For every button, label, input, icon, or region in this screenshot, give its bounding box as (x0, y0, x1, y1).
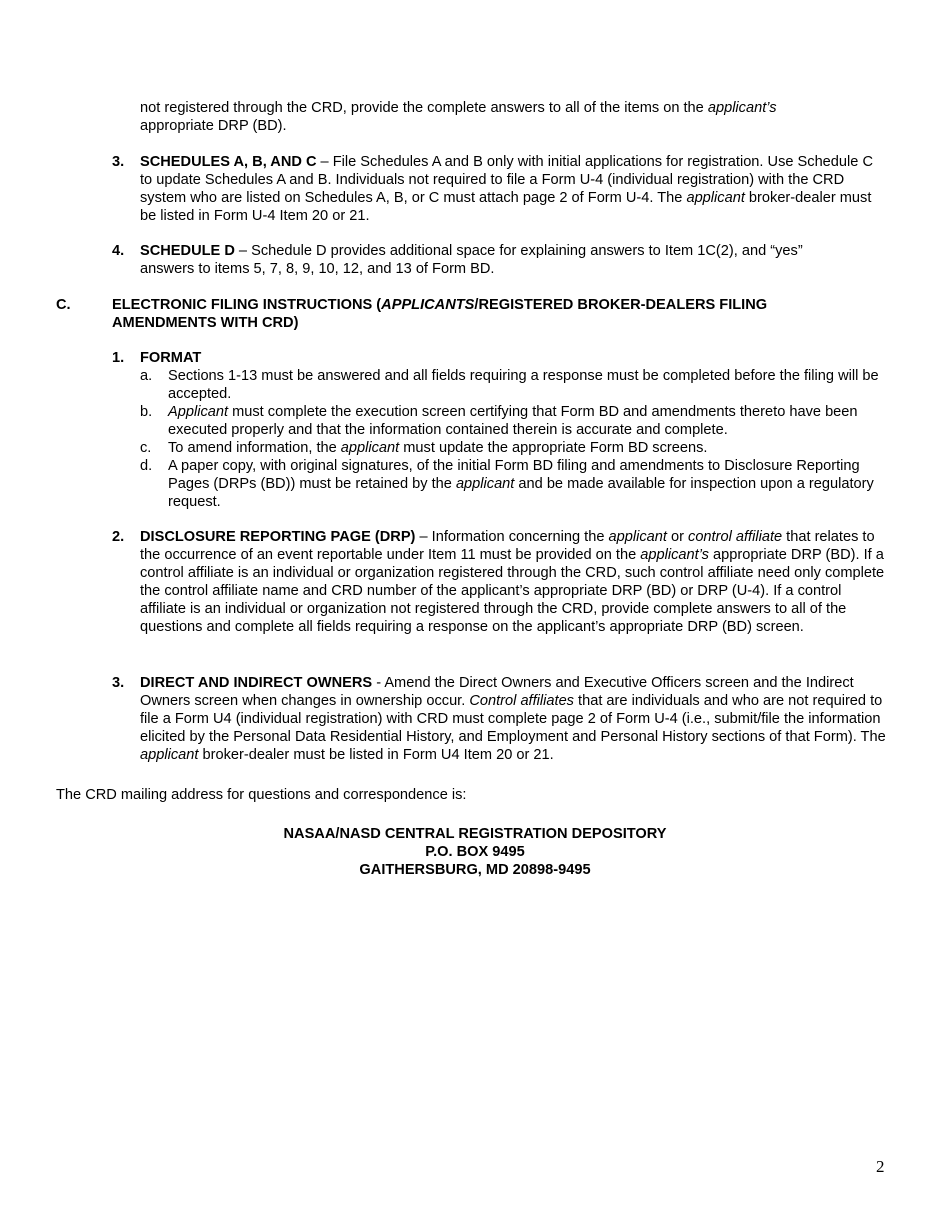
c3-text-1: - Amend the Direct Owners and Executive Officers screen and the Indirect Owners screen when changes in ownership occur. (140, 675, 854, 709)
item-4-schedule-d (140, 242, 860, 278)
page-number: 2 (876, 1157, 885, 1176)
c2-disclosure-reporting-page (140, 528, 885, 636)
item-3-number: 3. (112, 154, 125, 170)
c1-item-c (140, 439, 885, 457)
mailing-address (0, 825, 950, 879)
c2-text-2: or (666, 529, 689, 545)
address-line-3: GAITHERSBURG, MD 20898-9495 (359, 862, 591, 878)
c1-heading: FORMAT (140, 350, 202, 366)
item-3-text: – File Schedules A and B only with initial applications for registration. Use Schedule C to update Schedules A and B. Individuals not required to file a Form U-4 (individual registration) with the CRD system who are listed on Schedules A, B, or C must attach page 2 of Form U-4. The (140, 154, 873, 206)
c1-item-b (140, 403, 885, 439)
continuation-paragraph (140, 99, 885, 135)
c3-italic-1: Control affiliates (469, 693, 574, 709)
c1-c-label: c. (140, 440, 152, 456)
c1-a-label: a. (140, 368, 153, 384)
c1-item-a (140, 367, 885, 403)
c2-text-3: that relates to the occurrence of an event reportable under Item 11 must be provided on the (140, 529, 875, 563)
item-3-schedules-abc (140, 153, 888, 225)
section-c-text: ELECTRONIC FILING INSTRUCTIONS ( (112, 297, 382, 313)
section-c-text-end: /REGISTERED BROKER-DEALERS FILING AMENDMENTS WITH CRD) (112, 297, 768, 331)
section-c-italic: APPLICANTS (381, 297, 475, 313)
address-line-2: P.O. BOX 9495 (425, 844, 525, 860)
cont-italic: applicant’s (707, 100, 777, 116)
mailing-intro: The CRD mailing address for questions and correspondence is: (56, 787, 467, 803)
c1-item-d (140, 457, 885, 511)
c3-direct-indirect-owners (140, 674, 888, 764)
cont-text-1: not registered through the CRD, provide the complete answers to all of the items on the (140, 100, 708, 116)
c1-d-text-end: and be made available for inspection upon a regulatory request. (168, 476, 874, 510)
item-3-heading: SCHEDULES A, B, AND C (140, 154, 317, 170)
address-line-1: NASAA/NASD CENTRAL REGISTRATION DEPOSITORY (283, 826, 667, 842)
c3-heading: DIRECT AND INDIRECT OWNERS (140, 675, 373, 691)
c2-text-4: appropriate DRP (BD). If a control affiliate is an individual or organization registered through the CRD, such control affiliate need only complete the control affiliate name and CRD number of the applicant’s appropriate DRP (BD) or DRP (U-4). If a control affiliate is an individual or organization not registered through the CRD, provide complete answers to all of the questions and complete all fields requiring a response on the applicant’s appropriate DRP (BD) screen. (140, 547, 885, 635)
c2-italic-2: control affiliate (688, 529, 783, 545)
c2-heading: DISCLOSURE REPORTING PAGE (DRP) (140, 529, 416, 545)
c1-c-text: To amend information, the (168, 440, 341, 456)
item-4-heading: SCHEDULE D (140, 243, 235, 259)
c3-text-2: that are individuals and who are not required to file a Form U4 (individual registration) with CRD must complete page 2 of Form U-4 (i.e., submit/file the information elicited by the Personal Data Residential History, and Employment and Personal History sections of that Form). The (140, 693, 886, 745)
c1-number: 1. (112, 350, 125, 366)
c2-text-1: – Information concerning the (415, 529, 609, 545)
item-4-text: – Schedule D provides additional space for explaining answers to Item 1C(2), and “yes” answers to items 5, 7, 8, 9, 10, 12, and 13 of Form BD. (140, 243, 803, 277)
c1-b-italic: Applicant (168, 404, 229, 420)
c1-b-label: b. (140, 404, 153, 420)
item-3-text-end: broker-dealer must be listed in Form U-4 Item 20 or 21. (140, 190, 872, 224)
c1-d-text: A paper copy, with original signatures, of the initial Form BD filing and amendments to Disclosure Reporting Pages (DRPs (BD)) must be retained by the (168, 458, 860, 492)
item-3-italic: applicant (686, 190, 745, 206)
item-4-number: 4. (112, 243, 125, 259)
c3-italic-2: applicant (140, 747, 199, 763)
c2-number: 2. (112, 529, 125, 545)
c1-d-italic: applicant (455, 476, 515, 492)
c3-text-3: broker-dealer must be listed in Form U4 Item 20 or 21. (198, 747, 554, 763)
c2-italic-1: applicant (608, 529, 667, 545)
c1-d-label: d. (140, 458, 153, 474)
cont-text-2: appropriate DRP (BD). (140, 118, 287, 134)
c1-c-text-end: must update the appropriate Form BD screens. (399, 440, 708, 456)
c1-a-text: Sections 1-13 must be answered and all fields requiring a response must be completed before the filing will be accepted. (168, 368, 879, 402)
section-c-heading (112, 296, 832, 332)
c3-number: 3. (112, 675, 125, 691)
c1-b-text: must complete the execution screen certifying that Form BD and amendments thereto have been executed properly and that the information contained therein is accurate and complete. (168, 404, 858, 438)
c1-c-italic: applicant (340, 440, 400, 456)
section-c-label: C. (56, 297, 71, 313)
c2-italic-3: applicant’s (640, 547, 709, 563)
